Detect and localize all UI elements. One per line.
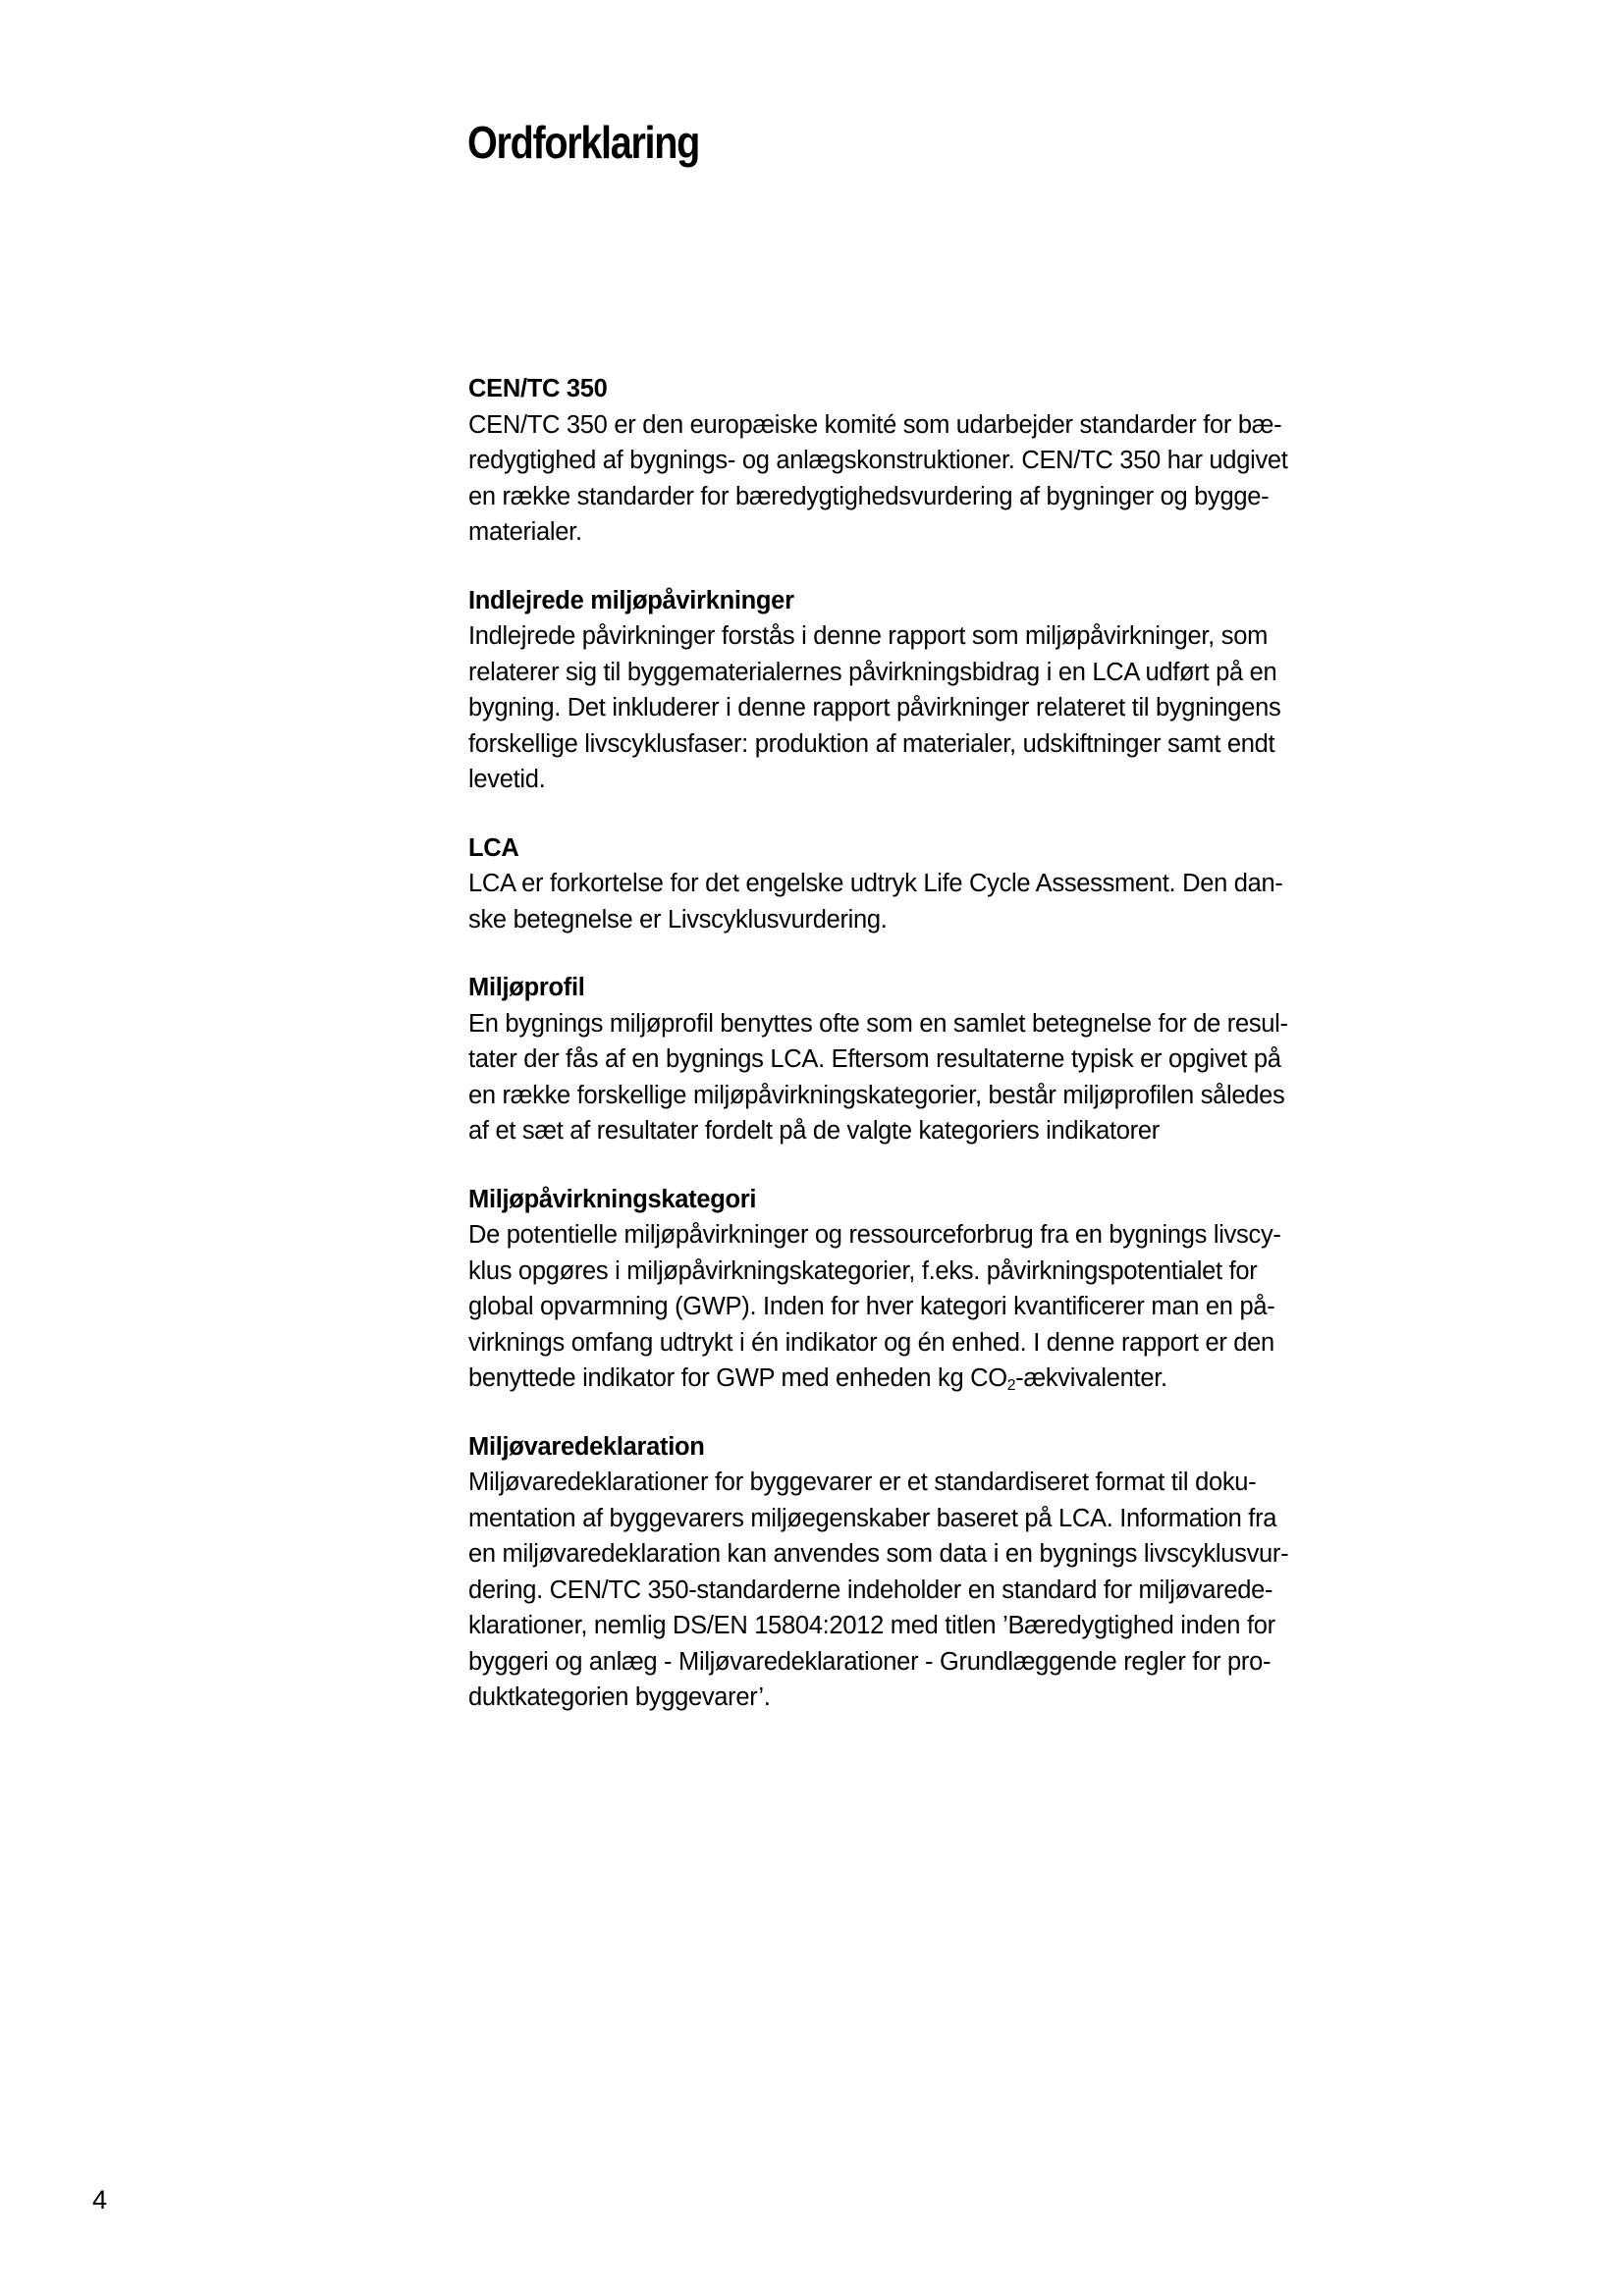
glossary-definition [468, 1006, 1411, 1149]
glossary-definition [468, 1465, 1411, 1716]
definition-line: redygtighed af bygnings- og anlægskonstruktioner. CEN/TC 350 har udgivet [468, 447, 1288, 474]
definition-line: En bygnings miljøprofil benyttes ofte som en samlet betegnelse for de resul- [468, 1009, 1288, 1038]
definition-line: global opvarmning (GWP). Inden for hver kategori kvantificerer man en på- [468, 1293, 1275, 1320]
glossary-entry-indlejrede-miljopavirkninger [468, 583, 1411, 798]
definition-line: De potentielle miljøpåvirkninger og ressourceforbrug fra en bygnings livscy- [468, 1221, 1281, 1249]
co2-subscript: 2 [1006, 1376, 1016, 1394]
glossary-definition [468, 618, 1411, 798]
definition-line: levetid. [468, 766, 546, 793]
definition-line: forskellige livscyklusfaser: produktion af materialer, udskiftninger samt endt [468, 729, 1275, 758]
glossary [468, 371, 1411, 1748]
definition-line: byggeri og anlæg - Miljøvaredeklarationer - Grundlæggende regler for pro- [468, 1647, 1272, 1676]
definition-line: duktkategorien byggevarer’. [468, 1683, 771, 1711]
page-title: Ordforklaring [467, 117, 700, 168]
definition-line: mentation af byggevarers miljøegenskaber baseret på LCA. Information fra [468, 1504, 1277, 1532]
definition-line: bygning. Det inkluderer i denne rapport påvirkninger relateret til bygningens [468, 694, 1281, 721]
definition-line: af et sæt af resultater fordelt på de valgte kategoriers indikatorer [468, 1117, 1160, 1145]
glossary-term: Miljøpåvirkningskategori [468, 1185, 757, 1213]
page-number: 4 [92, 2185, 108, 2215]
glossary-entry-miljopavirkningskategori [468, 1182, 1411, 1397]
glossary-term: Indlejrede miljøpåvirkninger [468, 586, 794, 614]
definition-line: Miljøvaredeklarationer for byggevarer er et standardiseret format til doku- [468, 1468, 1257, 1496]
glossary-definition [468, 1217, 1411, 1397]
co2-text-after: -ækvivalenter. [1015, 1364, 1167, 1392]
definition-line: relaterer sig til byggematerialernes påvirkningsbidrag i en LCA udført på en [468, 658, 1277, 686]
glossary-term: Miljøprofil [468, 974, 585, 1001]
glossary-entry-miljoprofil [468, 970, 1411, 1149]
co2-text-before: benyttede indikator for GWP med enheden kg CO [468, 1364, 1007, 1392]
glossary-term: LCA [468, 833, 519, 862]
glossary-term: Miljøvaredeklaration [468, 1432, 705, 1461]
definition-line: tater der fås af en bygnings LCA. Eftersom resultaterne typisk er opgivet på [468, 1045, 1281, 1073]
definition-line: ske betegnelse er Livscyklusvurdering. [468, 905, 888, 934]
definition-line: en miljøvaredeklaration kan anvendes som data i en bygnings livscyklusvur- [468, 1540, 1289, 1568]
definition-line: CEN/TC 350 er den europæiske komité som udarbejder standarder for bæ- [468, 410, 1282, 439]
definition-line: klarationer, nemlig DS/EN 15804:2012 med titlen ’Bæredygtighed inden for [468, 1612, 1275, 1639]
glossary-entry-lca [468, 830, 1411, 938]
definition-line: dering. CEN/TC 350-standarderne indeholder en standard for miljøvarede- [468, 1575, 1273, 1604]
definition-line: Indlejrede påvirkninger forstås i denne rapport som miljøpåvirkninger, som [468, 622, 1269, 650]
definition-line: en række forskellige miljøpåvirkningskategorier, består miljøprofilen således [468, 1081, 1285, 1109]
glossary-entry-cen-tc-350 [468, 371, 1411, 551]
glossary-entry-miljovaredeklaration [468, 1429, 1411, 1716]
definition-line [468, 1361, 1411, 1397]
definition-line: virknings omfang udtrykt i én indikator og én enhed. I denne rapport er den [468, 1328, 1274, 1357]
glossary-term: CEN/TC 350 [468, 375, 608, 402]
glossary-definition [468, 866, 1411, 937]
definition-line: materialer. [468, 518, 582, 546]
definition-line: en række standarder for bæredygtighedsvurdering af bygninger og bygge- [468, 482, 1270, 510]
glossary-definition [468, 407, 1411, 551]
definition-line: LCA er forkortelse for det engelske udtryk Life Cycle Assessment. Den dan- [468, 870, 1283, 897]
definition-line: klus opgøres i miljøpåvirkningskategorier, f.eks. påvirkningspotentialet for [468, 1256, 1258, 1285]
